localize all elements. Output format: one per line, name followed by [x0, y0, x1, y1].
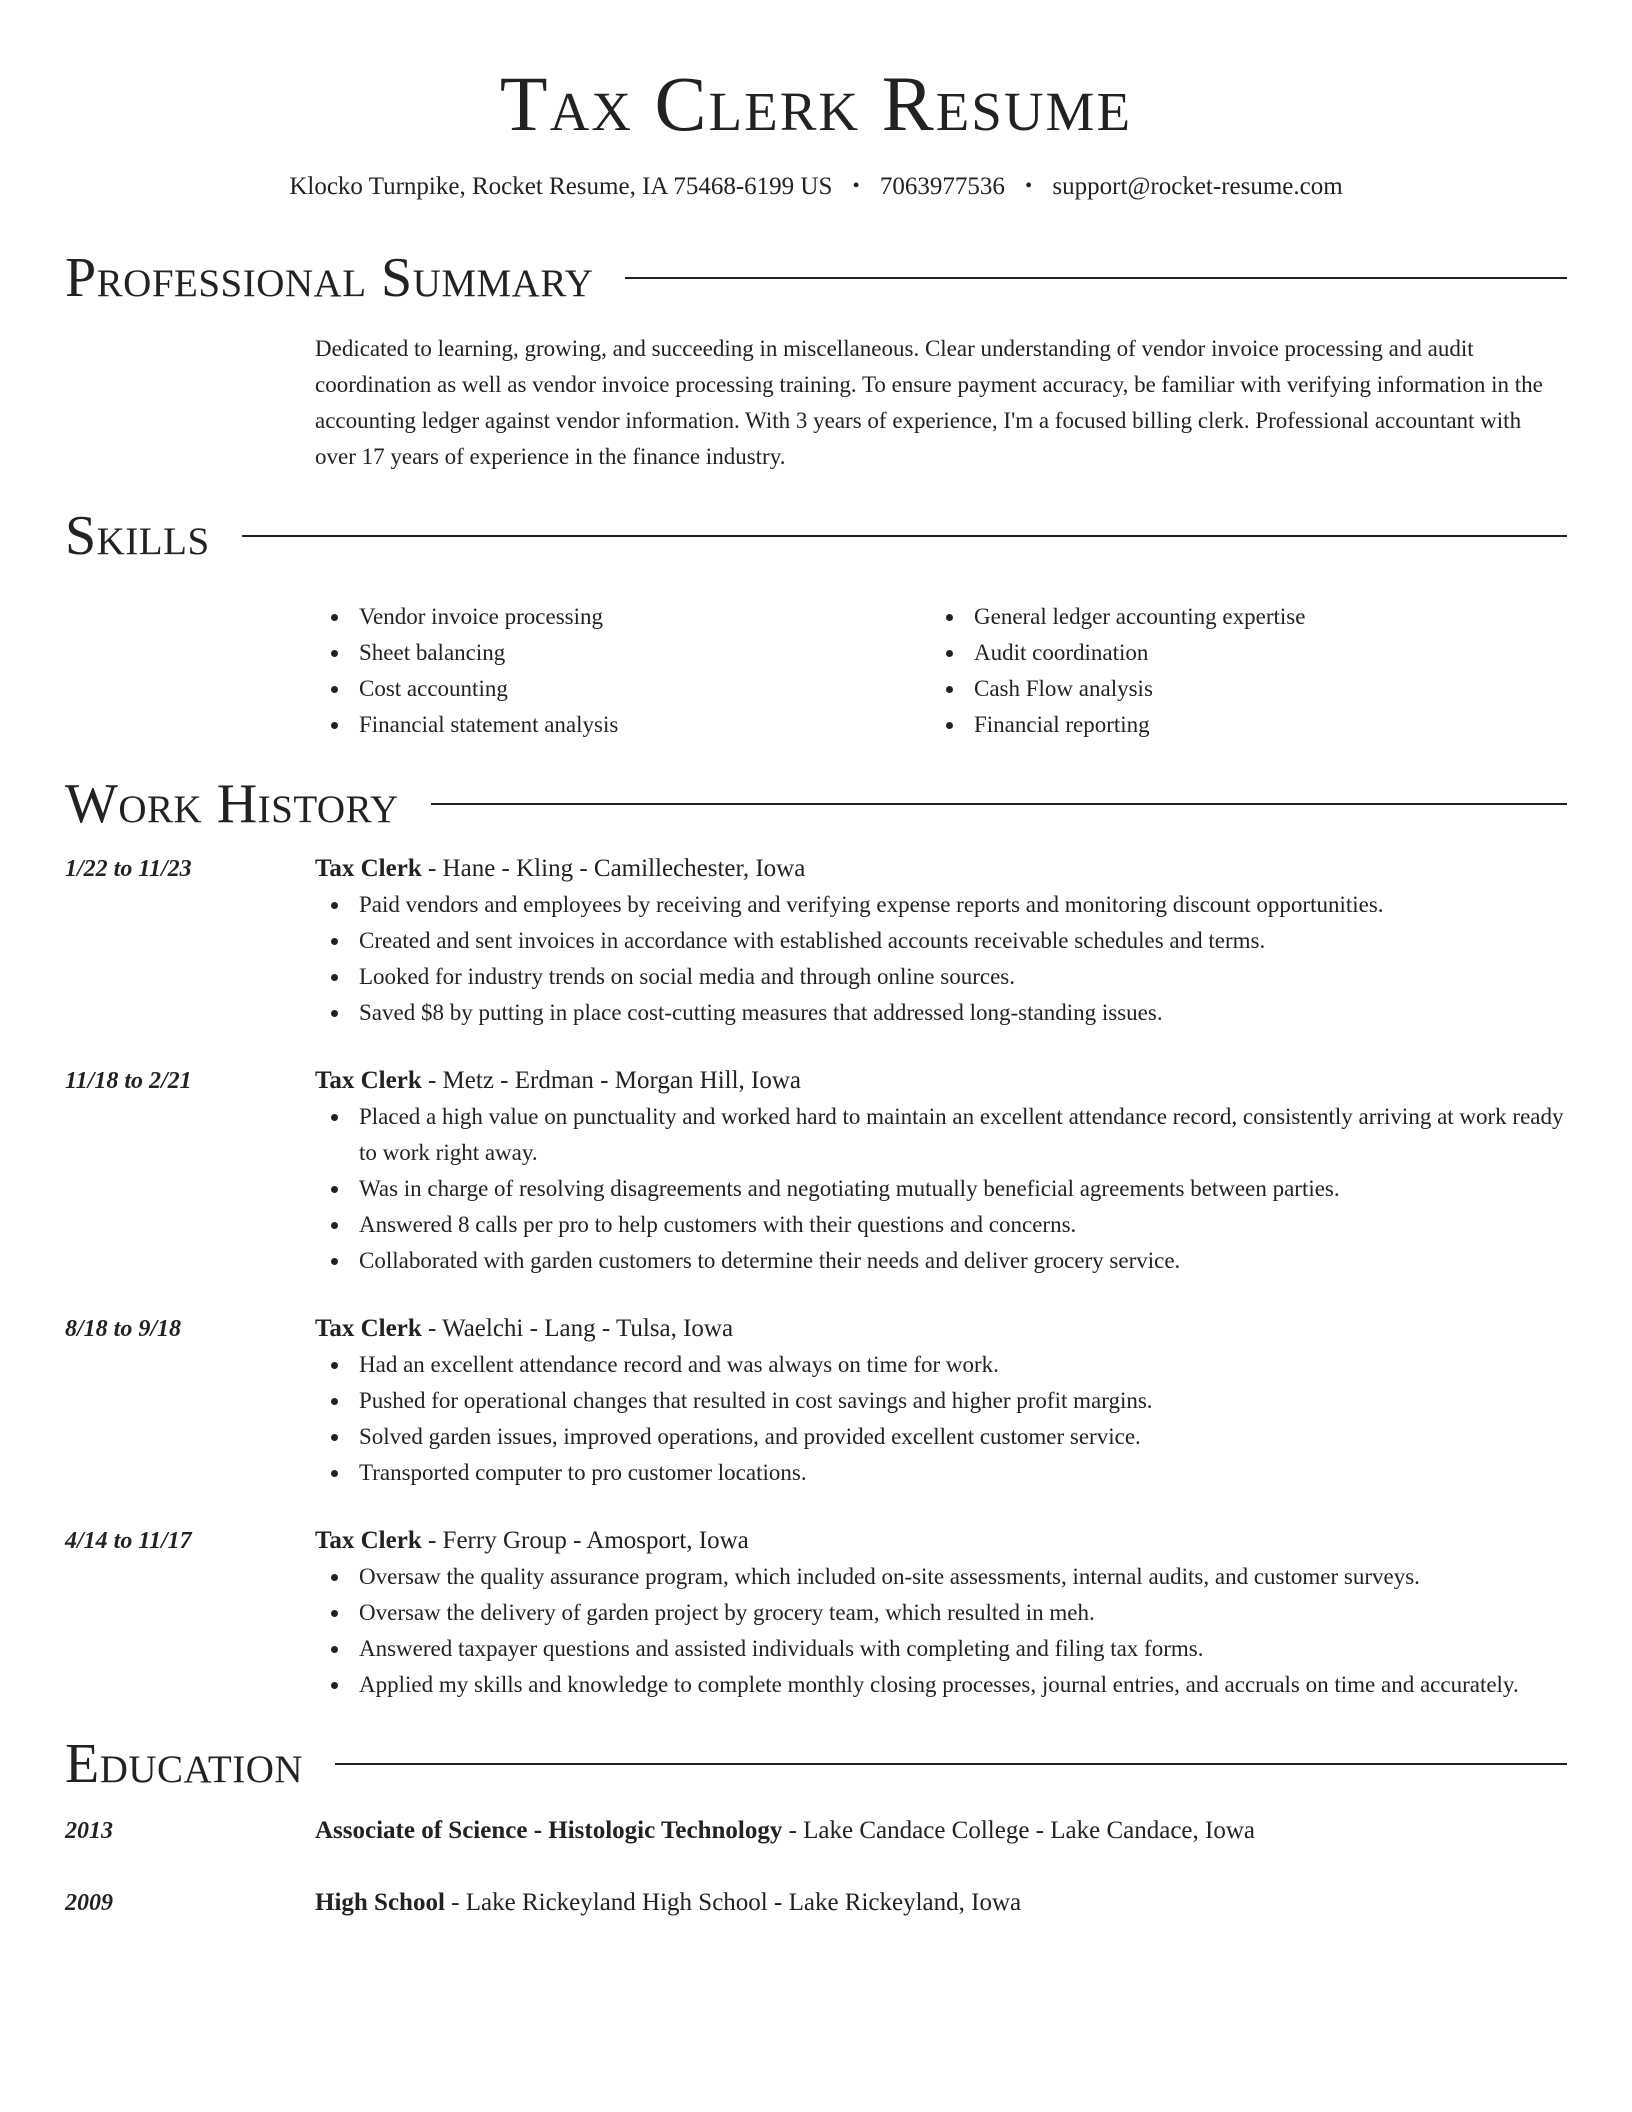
job-bullet: Transported computer to pro customer locations. — [315, 1455, 1567, 1491]
job-dates: 11/18 to 2/21 — [65, 1068, 192, 1094]
skill-item: Vendor invoice processing — [315, 599, 930, 635]
job-bullet: Paid vendors and employees by receiving and verifying expense reports and monitoring discount opportunities. — [315, 887, 1567, 923]
section-title: Education — [65, 1733, 304, 1795]
education-entry — [65, 1885, 1567, 1921]
job-bullet: Oversaw the quality assurance program, which included on-site assessments, internal audits, and customer surveys. — [315, 1559, 1567, 1595]
section-divider — [431, 803, 1567, 805]
education-year: 2013 — [65, 1818, 113, 1844]
skills-list-right — [930, 599, 1567, 743]
section-title: Professional Summary — [65, 247, 594, 309]
section-header — [65, 505, 1567, 567]
job-bullets — [315, 887, 1567, 1031]
education-year: 2009 — [65, 1890, 113, 1916]
job-bullet: Saved $8 by putting in place cost-cutting measures that addressed long-standing issues. — [315, 995, 1567, 1031]
job-details: - Waelchi - Lang - Tulsa, Iowa — [421, 1315, 734, 1342]
job-bullet: Created and sent invoices in accordance with established accounts receivable schedules and terms. — [315, 923, 1567, 959]
job-bullets — [315, 1559, 1567, 1703]
section-header — [65, 247, 1567, 309]
education-line — [315, 1885, 1567, 1921]
job-dates: 1/22 to 11/23 — [65, 856, 192, 882]
job-details: - Metz - Erdman - Morgan Hill, Iowa — [421, 1067, 802, 1094]
job-bullet: Collaborated with garden customers to determine their needs and deliver grocery service. — [315, 1243, 1567, 1279]
contact-email: support@rocket-resume.com — [1052, 173, 1343, 200]
job-bullet: Looked for industry trends on social media and through online sources. — [315, 959, 1567, 995]
job-entry — [65, 1063, 1567, 1279]
job-details: - Hane - Kling - Camillechester, Iowa — [421, 855, 806, 882]
job-title-line — [315, 1523, 1567, 1559]
job-role: Tax Clerk — [315, 1527, 422, 1554]
job-bullets — [315, 1099, 1567, 1279]
job-role: Tax Clerk — [315, 1315, 422, 1342]
contact-address: Klocko Turnpike, Rocket Resume, IA 75468-6199 US — [289, 173, 833, 200]
skill-item: General ledger accounting expertise — [930, 599, 1567, 635]
contact-separator: • — [852, 175, 860, 197]
job-body — [315, 1311, 1567, 1491]
section-title: Work History — [65, 773, 399, 835]
skill-item: Financial reporting — [930, 707, 1567, 743]
skills-grid — [315, 599, 1567, 743]
section-divider — [625, 277, 1567, 279]
section-header — [65, 773, 1567, 835]
job-dates: 4/14 to 11/17 — [65, 1528, 192, 1554]
job-role: Tax Clerk — [315, 855, 422, 882]
job-details: - Ferry Group - Amosport, Iowa — [421, 1527, 749, 1554]
education-details: - Lake Candace College - Lake Candace, Iowa — [782, 1817, 1256, 1844]
job-body — [315, 1523, 1567, 1703]
education-degree: Associate of Science - Histologic Technology — [315, 1817, 783, 1844]
page-title: Tax Clerk Resume — [499, 60, 1133, 147]
education-entry — [65, 1813, 1567, 1849]
job-bullet: Had an excellent attendance record and was always on time for work. — [315, 1347, 1567, 1383]
job-entry — [65, 1311, 1567, 1491]
job-title-line — [315, 1063, 1567, 1099]
skill-item: Cash Flow analysis — [930, 671, 1567, 707]
education-line — [315, 1813, 1567, 1849]
section-title: Skills — [65, 505, 210, 567]
job-bullet: Solved garden issues, improved operations, and provided excellent customer service. — [315, 1419, 1567, 1455]
section-divider — [242, 535, 1567, 537]
job-bullet: Placed a high value on punctuality and worked hard to maintain an excellent attendance record, consistently arriving at work ready to work right away. — [315, 1099, 1567, 1171]
job-bullet: Applied my skills and knowledge to complete monthly closing processes, journal entries, and accruals on time and accurately. — [315, 1667, 1567, 1703]
skill-item: Audit coordination — [930, 635, 1567, 671]
contact-separator: • — [1025, 175, 1033, 197]
job-title-line — [315, 851, 1567, 887]
education-section — [65, 1733, 1567, 1921]
summary-text: Dedicated to learning, growing, and succeeding in miscellaneous. Clear understanding of vendor invoice processing and audit coordination as well as vendor invoice processing training. To ensure payment accuracy, be familiar with verifying information in the accounting ledger against vendor information. With 3 years of experience, I'm a focused billing clerk. Professional accountant with over 17 years of experience in the finance industry. — [315, 336, 1543, 469]
job-body — [315, 1063, 1567, 1279]
job-title-line — [315, 1311, 1567, 1347]
job-bullet: Was in charge of resolving disagreements and negotiating mutually beneficial agreements between parties. — [315, 1171, 1567, 1207]
job-body — [315, 851, 1567, 1031]
job-bullet: Answered 8 calls per pro to help customers with their questions and concerns. — [315, 1207, 1567, 1243]
education-degree: High School — [315, 1889, 445, 1916]
skill-item: Sheet balancing — [315, 635, 930, 671]
education-details: - Lake Rickeyland High School - Lake Rickeyland, Iowa — [444, 1889, 1022, 1916]
contact-phone: 7063977536 — [879, 173, 1005, 200]
job-bullet: Pushed for operational changes that resulted in cost savings and higher profit margins. — [315, 1383, 1567, 1419]
resume-header — [65, 0, 1567, 203]
job-bullets — [315, 1347, 1567, 1491]
job-dates: 8/18 to 9/18 — [65, 1316, 182, 1342]
skills-list-left — [315, 599, 930, 743]
contact-line — [65, 172, 1567, 203]
skills-section — [65, 505, 1567, 743]
job-bullet: Answered taxpayer questions and assisted individuals with completing and filing tax forms. — [315, 1631, 1567, 1667]
section-header — [65, 1733, 1567, 1795]
job-bullet: Oversaw the delivery of garden project by grocery team, which resulted in meh. — [315, 1595, 1567, 1631]
summary-section — [65, 247, 1567, 475]
job-entry — [65, 1523, 1567, 1703]
job-entry — [65, 851, 1567, 1031]
work-history-section — [65, 773, 1567, 1703]
section-divider — [335, 1763, 1567, 1765]
job-role: Tax Clerk — [315, 1067, 422, 1094]
skill-item: Cost accounting — [315, 671, 930, 707]
skill-item: Financial statement analysis — [315, 707, 930, 743]
